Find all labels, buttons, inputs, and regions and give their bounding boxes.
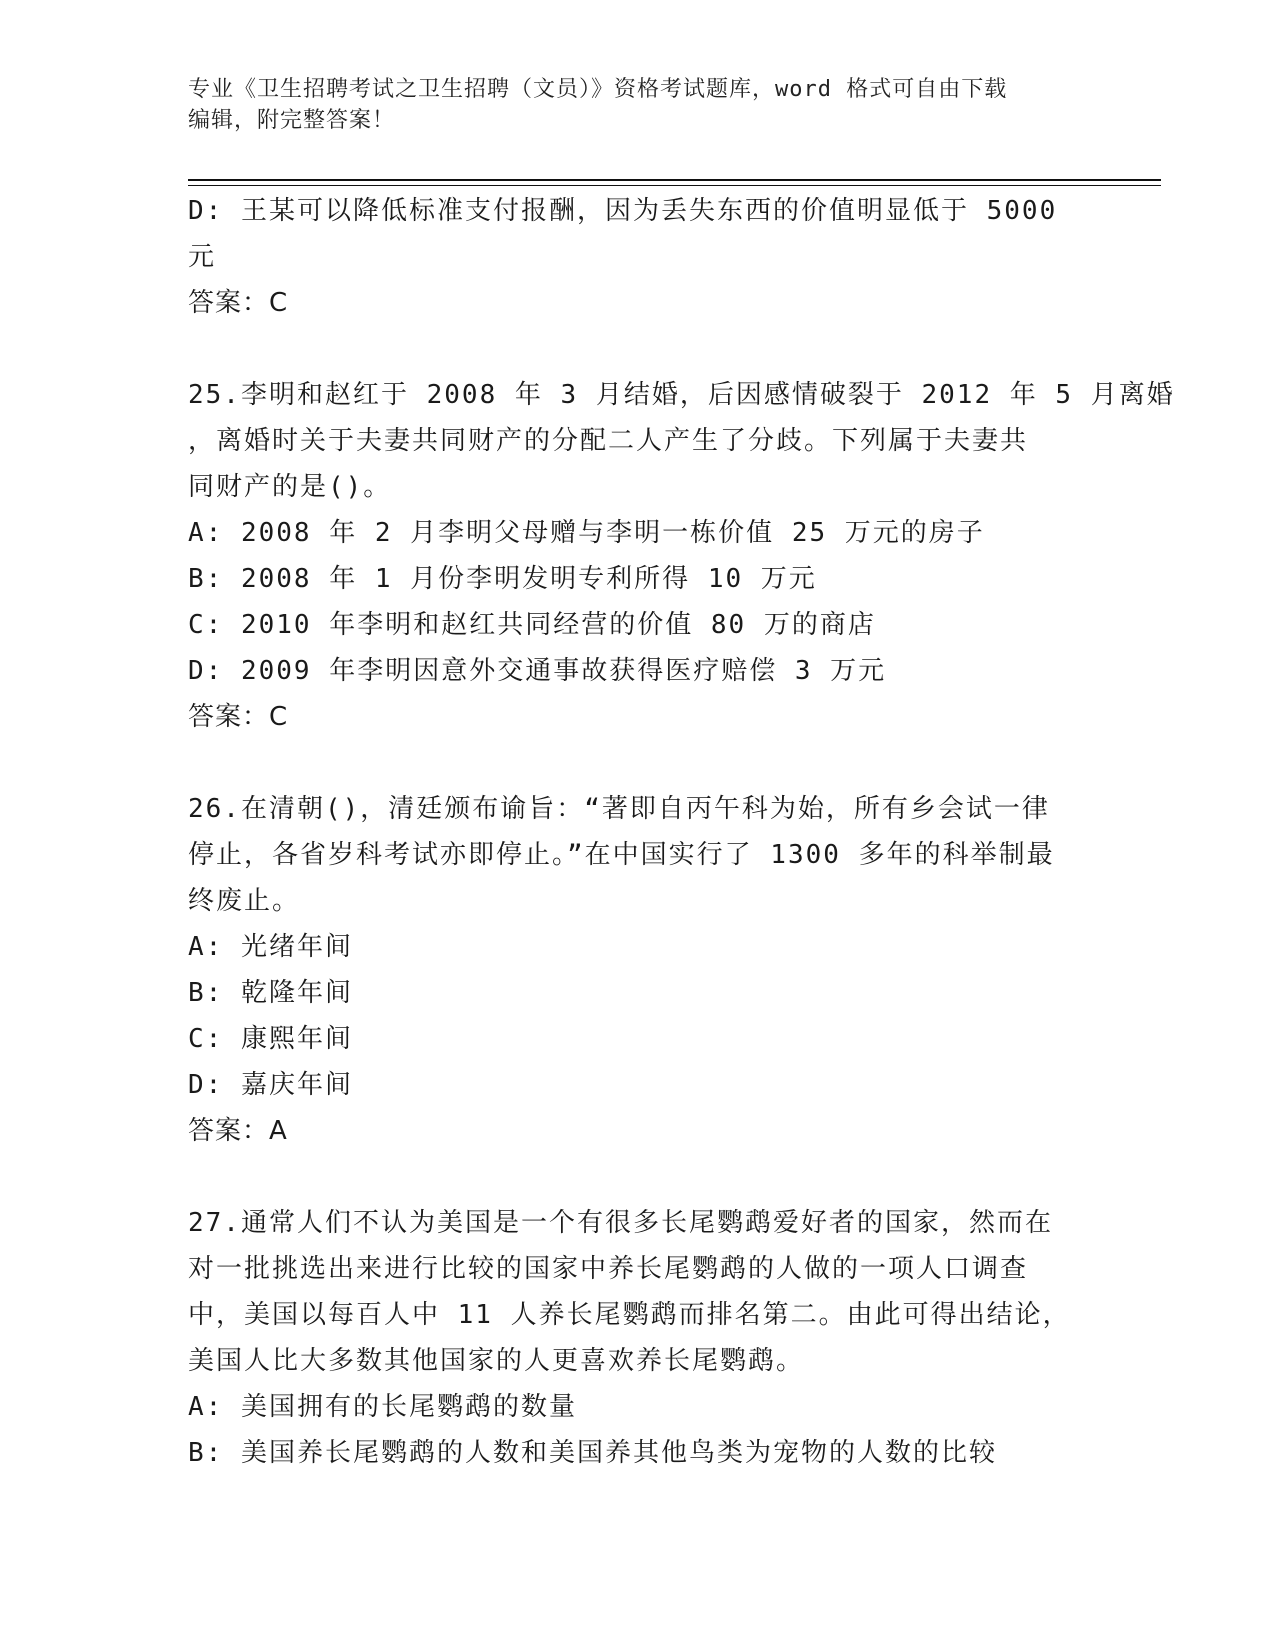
header-rule-thick: [188, 179, 1161, 181]
spacer: [188, 740, 1088, 786]
option-d: D: 2009 年李明因意外交通事故获得医疗赔偿 3 万元: [188, 656, 887, 686]
option-a: A: 2008 年 2 月李明父母赠与李明一栋价值 25 万元的房子: [188, 518, 985, 548]
question-stem-line: 25.李明和赵红于 2008 年 3 月结婚，后因感情破裂于 2012 年 5 月离婚: [188, 380, 1175, 410]
question-stem-line: 对一批挑选出来进行比较的国家中养长尾鹦鹉的人做的一项人口调查: [188, 1254, 1029, 1284]
question-stem-line: 终废止。: [188, 886, 301, 916]
header-line-2: 编辑，附完整答案！: [188, 108, 396, 133]
question-stem-line: 同财产的是()。: [188, 472, 392, 502]
spacer: [188, 326, 1088, 372]
answer: 答案：A: [188, 1116, 288, 1146]
spacer: [188, 1154, 1088, 1200]
question-stem-line: 中，美国以每百人中 11 人养长尾鹦鹉而排名第二。由此可得出结论，: [188, 1300, 1071, 1330]
question-stem-line: 美国人比大多数其他国家的人更喜欢养长尾鹦鹉。: [188, 1346, 805, 1376]
option-b: B: 美国养长尾鹦鹉的人数和美国养其他鸟类为宠物的人数的比较: [188, 1438, 997, 1468]
header-line-1: 专业《卫生招聘考试之卫生招聘（文员）》资格考试题库，word 格式可自由下载: [188, 77, 1008, 102]
question-stem-line: 27.通常人们不认为美国是一个有很多长尾鹦鹉爱好者的国家，然而在: [188, 1208, 1053, 1238]
option-b: B: 2008 年 1 月份李明发明专利所得 10 万元: [188, 564, 817, 594]
question-26: [188, 786, 1088, 1154]
question-stem-line: 26.在清朝()，清廷颁布谕旨：“著即自丙午科为始，所有乡会试一律: [188, 794, 1050, 824]
question-stem-line: ，离婚时关于夫妻共同财产的分配二人产生了分歧。下列属于夫妻共: [188, 426, 1029, 456]
option-a: A: 美国拥有的长尾鹦鹉的数量: [188, 1392, 577, 1422]
option-d-continued: 元: [188, 242, 217, 272]
option-d: D: 嘉庆年间: [188, 1070, 353, 1100]
document-body: [188, 188, 1175, 1476]
prev-question: [188, 188, 1088, 326]
answer: 答案：C: [188, 702, 289, 732]
option-c: C: 康熙年间: [188, 1024, 353, 1054]
header-rule-thin: [188, 185, 1161, 186]
question-stem-line: 停止，各省岁科考试亦即停止。”在中国实行了 1300 多年的科举制最: [188, 840, 1055, 870]
option-a: A: 光绪年间: [188, 932, 353, 962]
page-header: [188, 74, 1088, 136]
question-27: [188, 1200, 1088, 1476]
option-b: B: 乾隆年间: [188, 978, 353, 1008]
option-c: C: 2010 年李明和赵红共同经营的价值 80 万的商店: [188, 610, 876, 640]
answer: 答案：C: [188, 288, 289, 318]
option-d: D: 王某可以降低标准支付报酬，因为丢失东西的价值明显低于 5000: [188, 196, 1058, 226]
question-25: [188, 372, 1175, 740]
